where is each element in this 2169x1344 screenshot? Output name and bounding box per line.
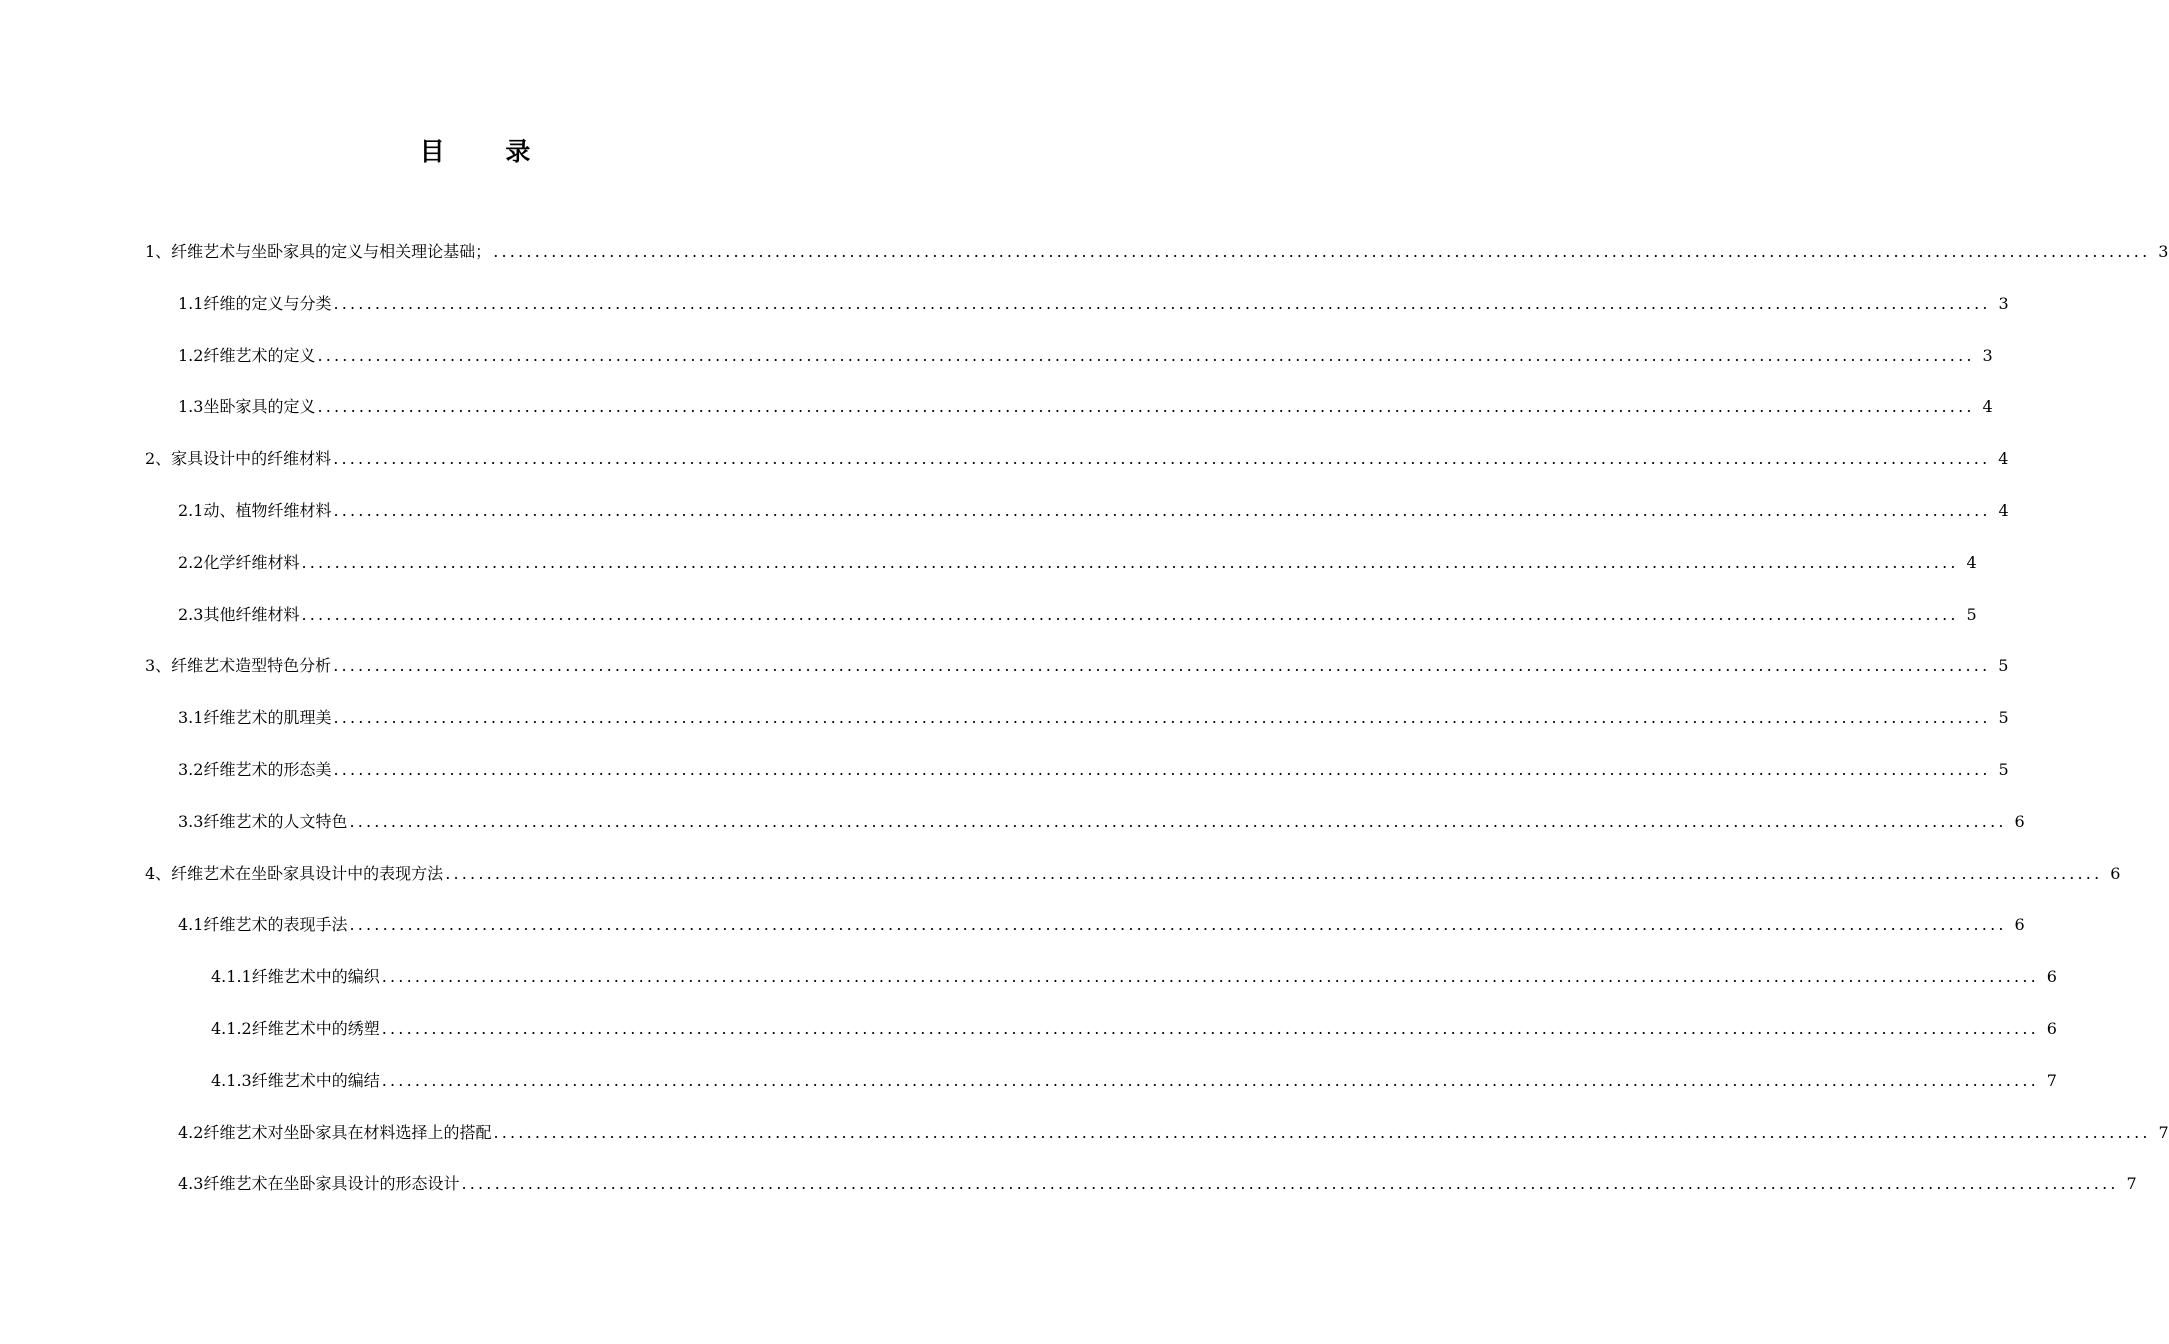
toc-entry xyxy=(0,909,2025,961)
toc-entry-text: 1.3坐卧家具的定义 xyxy=(178,397,316,417)
dot-leader: ........................................................................................................................................................................................................ xyxy=(493,242,2151,261)
dot-leader: ........................................................................................................................................................................................................ xyxy=(381,1018,2039,1038)
toc-page-number: 7 xyxy=(2158,1122,2169,1142)
toc-entry-text: 1.2纤维艺术的定义 xyxy=(178,345,316,365)
dot-leader: ........................................................................................................................................................................................................ xyxy=(333,500,1991,520)
toc-entry xyxy=(0,1168,2137,1220)
toc-page-number: 7 xyxy=(2126,1174,2137,1194)
toc-entry xyxy=(0,806,2025,858)
dot-leader: ........................................................................................................................................................................................................ xyxy=(333,449,1991,469)
toc-page-number: 7 xyxy=(2046,1070,2057,1090)
toc-entry xyxy=(0,236,2169,288)
toc-entry-text: 4.1.1纤维艺术中的编织 xyxy=(211,967,380,987)
dot-leader: ........................................................................................................................................................................................................ xyxy=(301,552,1959,572)
dot-leader: ........................................................................................................................................................................................................ xyxy=(349,811,2007,831)
dot-leader: ........................................................................................................................................................................................................ xyxy=(381,1070,2039,1090)
toc-entry-text: 2、家具设计中的纤维材料 xyxy=(145,449,332,469)
dot-leader: ........................................................................................................................................................................................................ xyxy=(381,967,2039,987)
dot-leader: ........................................................................................................................................................................................................ xyxy=(445,863,2103,883)
toc-entry xyxy=(0,702,2009,754)
toc-page-number: 6 xyxy=(2014,915,2025,935)
toc-entry-text: 2.2化学纤维材料 xyxy=(178,552,300,572)
toc-entry xyxy=(0,288,2009,340)
dot-leader: ........................................................................................................................................................................................................ xyxy=(301,604,1959,624)
toc-title: 目 录 xyxy=(419,137,557,166)
toc-entry xyxy=(0,754,2009,806)
toc-page-number: 4 xyxy=(1966,552,1977,572)
toc-page-number: 4 xyxy=(1998,500,2009,520)
dot-leader: ........................................................................................................................................................................................................ xyxy=(333,708,1991,728)
toc-entry-text: 1、纤维艺术与坐卧家具的定义与相关理论基础； xyxy=(145,242,492,261)
toc-entry xyxy=(0,961,2057,1013)
toc-page-number: 6 xyxy=(2046,1018,2057,1038)
toc-page-number: 5 xyxy=(1998,708,2009,728)
toc-page-number: 4 xyxy=(1998,449,2009,469)
dot-leader: ........................................................................................................................................................................................................ xyxy=(333,656,1991,676)
toc-page-number: 3 xyxy=(1982,345,1993,365)
dot-leader: ........................................................................................................................................................................................................ xyxy=(493,1122,2151,1142)
toc-entry-text: 4.1.3纤维艺术中的编结 xyxy=(211,1070,380,1090)
toc-page-number: 6 xyxy=(2110,863,2121,883)
toc-page-number: 5 xyxy=(1998,759,2009,779)
toc-list xyxy=(0,236,2169,1220)
toc-entry-text: 3.1纤维艺术的肌理美 xyxy=(178,708,332,728)
toc-entry xyxy=(0,547,1977,599)
toc-entry-text: 4.1.2纤维艺术中的绣塑 xyxy=(211,1018,380,1038)
dot-leader: ........................................................................................................................................................................................................ xyxy=(349,915,2007,935)
toc-page-number: 5 xyxy=(1966,604,1977,624)
toc-entry xyxy=(0,650,2009,702)
toc-entry xyxy=(0,858,2121,910)
toc-entry-text: 3.2纤维艺术的形态美 xyxy=(178,759,332,779)
toc-entry-text: 3.3纤维艺术的人文特色 xyxy=(178,811,348,831)
toc-entry xyxy=(0,391,1993,443)
toc-page-number: 5 xyxy=(1998,656,2009,676)
toc-page-number: 3 xyxy=(2158,242,2169,261)
toc-entry xyxy=(0,1013,2057,1065)
toc-entry xyxy=(0,495,2009,547)
toc-entry-text: 3、纤维艺术造型特色分析 xyxy=(145,656,332,676)
toc-page-number: 6 xyxy=(2046,967,2057,987)
toc-entry xyxy=(0,1117,2169,1169)
toc-entry xyxy=(0,443,2009,495)
toc-entry xyxy=(0,340,1993,392)
toc-entry-text: 4.2纤维艺术对坐卧家具在材料选择上的搭配 xyxy=(178,1122,492,1142)
dot-leader: ........................................................................................................................................................................................................ xyxy=(317,397,1975,417)
toc-entry xyxy=(0,599,1977,651)
dot-leader: ........................................................................................................................................................................................................ xyxy=(333,759,1991,779)
toc-entry xyxy=(0,1065,2057,1117)
toc-entry-text: 2.3其他纤维材料 xyxy=(178,604,300,624)
dot-leader: ........................................................................................................................................................................................................ xyxy=(333,293,1991,313)
toc-entry-text: 4.1纤维艺术的表现手法 xyxy=(178,915,348,935)
toc-page-number: 4 xyxy=(1982,397,1993,417)
toc-entry-text: 2.1动、植物纤维材料 xyxy=(178,500,332,520)
toc-entry-text: 4.3纤维艺术在坐卧家具设计的形态设计 xyxy=(178,1174,460,1194)
toc-page-number: 6 xyxy=(2014,811,2025,831)
dot-leader: ........................................................................................................................................................................................................ xyxy=(461,1174,2119,1194)
toc-page-number: 3 xyxy=(1998,293,2009,313)
toc-entry-text: 4、纤维艺术在坐卧家具设计中的表现方法 xyxy=(145,863,444,883)
toc-entry-text: 1.1纤维的定义与分类 xyxy=(178,293,332,313)
dot-leader: ........................................................................................................................................................................................................ xyxy=(317,345,1975,365)
